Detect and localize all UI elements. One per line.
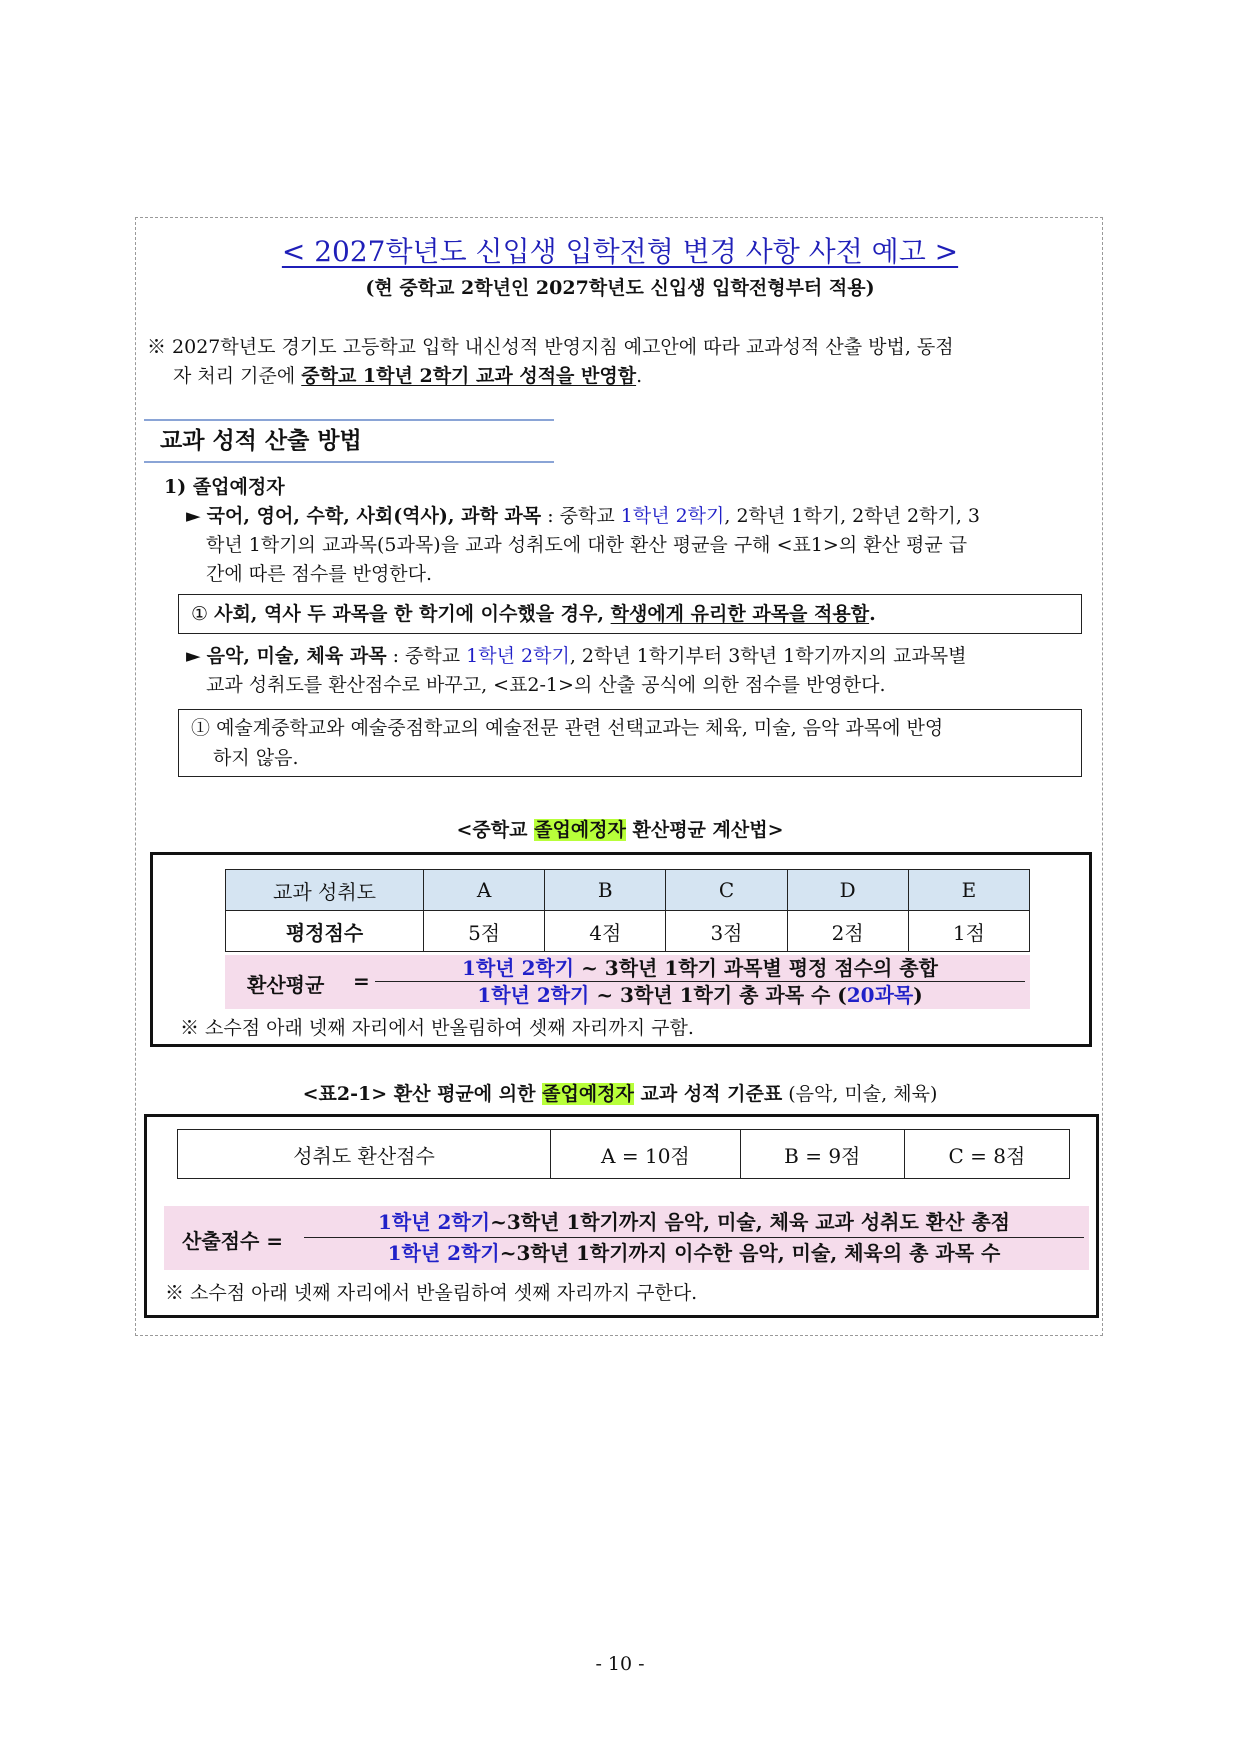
- table-cell: B = 9점: [740, 1130, 904, 1179]
- formula-semester: 1학년 2학기: [477, 983, 590, 1007]
- formula-denominator: [304, 1239, 1084, 1267]
- notice-line-2: [147, 362, 1107, 391]
- note-text: 사회, 역사 두 과목을 한 학기에 이수했을 경우,: [214, 603, 611, 625]
- formula-text: ~3학년 1학기까지 이수한 음악, 미술, 체육의 총 과목 수: [499, 1241, 1001, 1265]
- notice-paragraph: [147, 333, 1107, 391]
- caption-highlight: 졸업예정자: [534, 819, 626, 841]
- formula-text: ~ 3학년 1학기 총 과목 수 (: [589, 983, 847, 1007]
- table-cell: 4점: [545, 911, 666, 952]
- caption-text: <표2-1> 환산 평균에 의한: [302, 1083, 543, 1105]
- table-row: [226, 911, 1030, 952]
- bullet-core-subjects: [186, 502, 1106, 589]
- document-subtitle: (현 중학교 2학년인 2027학년도 신입생 입학전형부터 적용): [365, 277, 875, 299]
- table-cell: B: [545, 870, 666, 911]
- semester-highlight: 1학년 2학기: [466, 645, 570, 667]
- table-row: [178, 1130, 1070, 1179]
- score-formula: [164, 1206, 1089, 1270]
- arts-subjects: 음악, 미술, 체육 과목: [206, 645, 387, 667]
- average-formula: [225, 955, 1030, 1009]
- formula-semester: 1학년 2학기: [462, 956, 575, 980]
- formula-semester: 1학년 2학기: [377, 1210, 491, 1234]
- bullet-marker-icon: ►: [186, 645, 201, 667]
- notice-end: .: [636, 365, 643, 387]
- table-cell: 교과 성취도: [226, 870, 424, 911]
- circled-number: ①: [191, 603, 209, 625]
- core-subjects: 국어, 영어, 수학, 사회(역사), 과학 과목: [206, 505, 542, 527]
- formula-denominator: [375, 982, 1025, 1008]
- semester-highlight: 1학년 2학기: [620, 505, 725, 527]
- bullet-line-2: 교과 성취도를 환산점수로 바꾸고, <표2-1>의 산출 공식에 의한 점수를 반영한다.: [206, 674, 886, 696]
- grade-score-table: [225, 869, 1030, 952]
- table2-caption: [0, 1080, 1240, 1109]
- page-number: - 10 -: [595, 1653, 645, 1675]
- caption-text: <중학교: [456, 819, 535, 841]
- caption-text: 환산평균 계산법>: [625, 819, 784, 841]
- formula-text: ~3학년 1학기까지 음악, 미술, 체육 교과 성취도 환산 총점: [490, 1210, 1011, 1234]
- table1-caption: [0, 816, 1240, 845]
- formula-numerator: [375, 955, 1025, 981]
- bullet-text: , 2학년 1학기, 2학년 2학기, 3: [724, 505, 980, 527]
- table-cell: C: [666, 870, 787, 911]
- bullet-text: : 중학교: [386, 645, 467, 667]
- formula-count: 20과목: [846, 983, 914, 1007]
- formula-label: 환산평균: [247, 973, 325, 997]
- formula-equals: =: [353, 969, 370, 993]
- note-box-2: [178, 709, 1082, 777]
- bullet-text: , 2학년 1학기부터 3학년 1학기까지의 교과목별: [569, 645, 967, 667]
- caption-text: 교과 성적 기준표: [633, 1083, 783, 1105]
- table-cell: 3점: [666, 911, 787, 952]
- table-cell: A: [424, 870, 545, 911]
- bullet-line-3: 간에 따른 점수를 반영한다.: [206, 563, 433, 585]
- table2-footnote: ※ 소수점 아래 넷째 자리에서 반올림하여 셋째 자리까지 구한다.: [165, 1282, 698, 1304]
- table-cell: 5점: [424, 911, 545, 952]
- notice-emphasis: 중학교 1학년 2학기 교과 성적을 반영함: [301, 365, 637, 387]
- table-cell: A = 10점: [551, 1130, 741, 1179]
- table-header-row: [226, 870, 1030, 911]
- table-cell: 평정점수: [226, 911, 424, 952]
- table-cell: 2점: [787, 911, 908, 952]
- note-end: .: [869, 603, 876, 625]
- note-emphasis: 학생에게 유리한 과목을 적용함: [610, 603, 870, 625]
- table-cell: E: [908, 870, 1029, 911]
- conversion-score-table: [177, 1129, 1070, 1179]
- notice-text: 자 처리 기준에: [173, 365, 302, 387]
- notice-line-1: ※ 2027학년도 경기도 고등학교 입학 내신성적 반영지침 예고안에 따라 교과성적 산출 방법, 동점: [147, 336, 954, 358]
- formula-text: ~ 3학년 1학기 과목별 평정 점수의 총합: [574, 956, 938, 980]
- circled-number: ①: [191, 717, 211, 739]
- formula-text: ): [913, 983, 923, 1007]
- note-text: 예술계중학교와 예술중점학교의 예술전문 관련 선택교과는 체육, 미술, 음악 과목에 반영: [216, 717, 944, 739]
- caption-highlight: 졸업예정자: [542, 1083, 634, 1105]
- subsection-title: 1) 졸업예정자: [164, 476, 285, 498]
- table-cell: C = 8점: [904, 1130, 1069, 1179]
- document-title: < 2027학년도 신입생 입학전형 변경 사항 사전 예고 >: [281, 235, 959, 268]
- note-text-2: 하지 않음.: [213, 747, 299, 769]
- formula-semester: 1학년 2학기: [387, 1241, 500, 1265]
- table-cell: 성취도 환산점수: [178, 1130, 551, 1179]
- table1-box: [150, 852, 1092, 1047]
- bullet-marker-icon: ►: [186, 505, 201, 527]
- formula-label: 산출점수 =: [182, 1229, 284, 1253]
- table2-box: [144, 1114, 1099, 1318]
- bullet-arts-subjects: [186, 642, 1106, 700]
- note-box-1: [178, 594, 1082, 634]
- section-title: 교과 성적 산출 방법: [144, 419, 554, 463]
- table-cell: D: [787, 870, 908, 911]
- formula-numerator: [304, 1208, 1084, 1236]
- caption-text: (음악, 미술, 체육): [782, 1083, 938, 1105]
- table1-footnote: ※ 소수점 아래 넷째 자리에서 반올림하여 셋째 자리까지 구함.: [180, 1017, 694, 1039]
- fraction-line: [304, 1237, 1084, 1238]
- table-cell: 1점: [908, 911, 1029, 952]
- bullet-line-2: 학년 1학기의 교과목(5과목)을 교과 성취도에 대한 환산 평균을 구해 <표1>의 환산 평균 급: [206, 534, 968, 556]
- bullet-text: : 중학교: [541, 505, 621, 527]
